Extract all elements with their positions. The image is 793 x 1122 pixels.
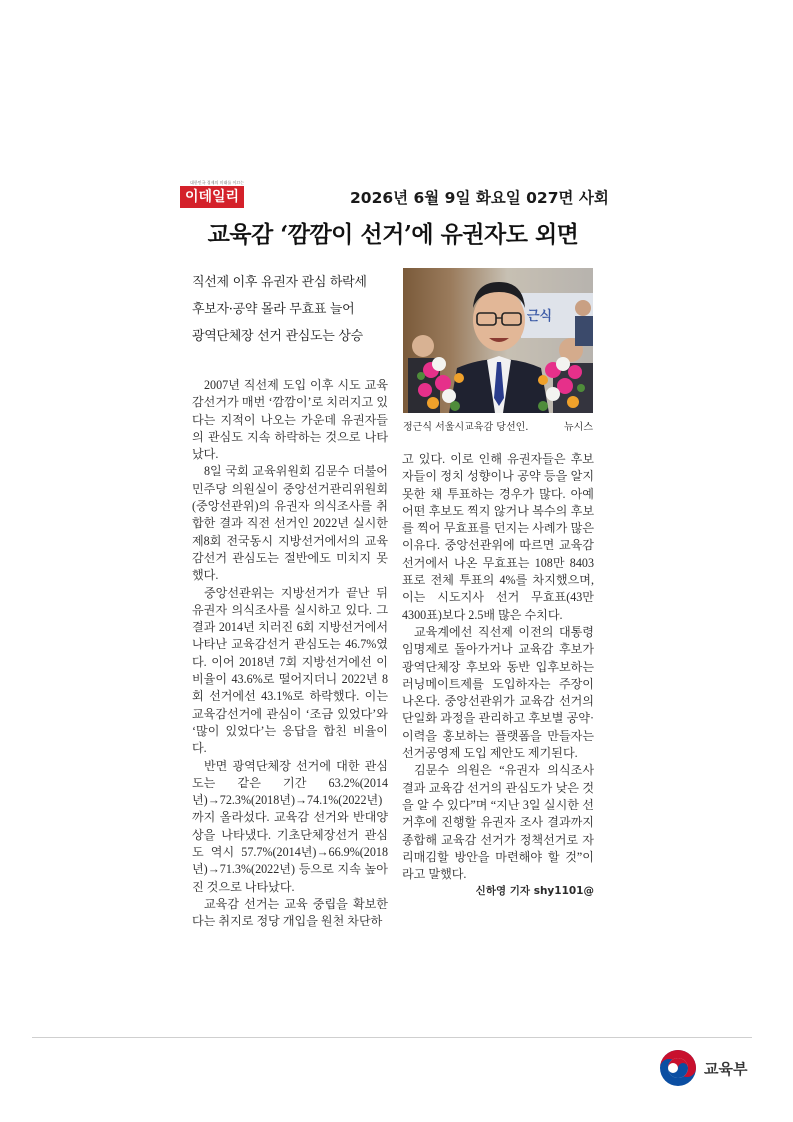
ministry-label: 교육부 <box>704 1060 748 1078</box>
photo-credit: 뉴시스 <box>564 422 593 433</box>
subhead: 후보자·공약 몰라 무효표 늘어 <box>192 302 355 317</box>
edaily-logo: 이데일리 <box>180 186 244 208</box>
article-paragraph: 2007년 직선제 도입 이후 시도 교육감선거가 매번 ‘깜깜이’로 치러지고 있다는 지적이 나오는 가운데 유권자들의 관심도 지속 하락하는 것으로 나타났다. <box>192 378 388 462</box>
headline: 교육감 ‘깜깜이 선거’에 유권자도 외면 <box>207 221 579 248</box>
subhead: 직선제 이후 유권자 관심 하락세 <box>192 275 367 290</box>
dateline: 2026년 6월 9일 화요일 027면 사회 <box>350 189 609 207</box>
subheads <box>192 269 397 350</box>
article-paragraph-text: 김문수 의원은 “유권자 의식조사 결과 교육감 선거의 관심도가 낮은 것을 알 수 있다”며 “지난 3일 실시한 선거후에 진행할 유권자 조사 결과까지 종합해 교육감 선거가 정책선거로 자리매김할 방안을 마련해야 할 것”이라고 말했다. <box>402 763 594 882</box>
subhead: 광역단체장 선거 관심도는 상승 <box>192 329 363 344</box>
article-paragraph: 중앙선관위는 지방선거가 끝난 뒤 유권자 의식조사를 실시하고 있다. 그 결과 2014년 치러진 6회 지방선거에서 나타난 교육감선거 관심도는 46.7%였다. 이어 2018년 7회 지방선거에선 이 비율이 43.6%로 떨어지더니 2022년 8회 선거에선 43.1%로 하락했다. 이는 교육감선거에 관심이 ‘조금 있었다’와 ‘많이 있었다’는 응답을 합친 비율이다. <box>192 585 388 756</box>
taegeuk-emblem-icon <box>658 1048 698 1088</box>
news-photo <box>403 268 593 413</box>
article-paragraph: 교육계에선 직선제 이전의 대통령 임명제로 돌아가거나 교육감 후보가 광역단체장 후보와 동반 입후보하는 러닝메이트제를 도입하자는 주장이 나온다. 중앙선관위가 교육감 선거의 단일화 과정을 관리하고 후보별 공약·이력을 홍보하는 플랫폼을 만들자는 선거공영제 도입 제안도 제기된다. <box>402 624 594 761</box>
logo-tagline: 대한민국 경제의 미래를 이끄는 <box>190 180 245 185</box>
article-paragraph: 교육감 선거는 교육 중립을 확보한다는 취지로 정당 개입을 원천 차단하 <box>192 896 388 929</box>
byline: 신하영 기자 shy1101@ <box>475 885 594 898</box>
footer-divider <box>32 1037 752 1038</box>
article-column-right <box>402 451 594 901</box>
article-paragraph: 8일 국회 교육위원회 김문수 더불어민주당 의원실이 중앙선거관리위원회(중앙선관위)의 유권자 의식조사를 취합한 결과 직전 선거인 2022년 실시한 제8회 전국동시 지방선거에서의 교육감선거 관심도는 절반에도 미치지 못했다. <box>192 464 388 583</box>
photo-caption-row <box>403 418 593 433</box>
article-column-left <box>192 377 388 931</box>
article-paragraph: 반면 광역단체장 선거에 대한 관심도는 같은 기간 63.2%(2014년)→72.3%(2018년)→74.1%(2022년)까지 올라섰다. 교육감 선거와 반대양상을 나타냈다. 기초단체장선거 관심도 역시 57.7%(2014년)→66.9%(2018년)→71.3%(2022년) 등으로 지속 높아진 것으로 나타났다. <box>192 758 388 894</box>
article-paragraph: 고 있다. 이로 인해 유권자들은 후보자들이 정치 성향이나 공약 등을 알지 못한 채 투표하는 경우가 많다. 아예 어떤 후보도 찍지 않거나 복수의 후보를 찍어 무효표를 던지는 사례가 많은 이유다. 중앙선관위에 따르면 교육감 선거에서 나온 무효표는 108만 8403표로 전체 투표의 4%를 차지했으며, 이는 시도지사 선거 무효표(43만 4300표)보다 2.5배 많은 수치다. <box>402 452 594 622</box>
article-paragraph <box>402 762 594 898</box>
photo-banner-text: 근식 <box>527 309 553 324</box>
photo-caption: 정근식 서울시교육감 당선인. <box>403 422 529 433</box>
